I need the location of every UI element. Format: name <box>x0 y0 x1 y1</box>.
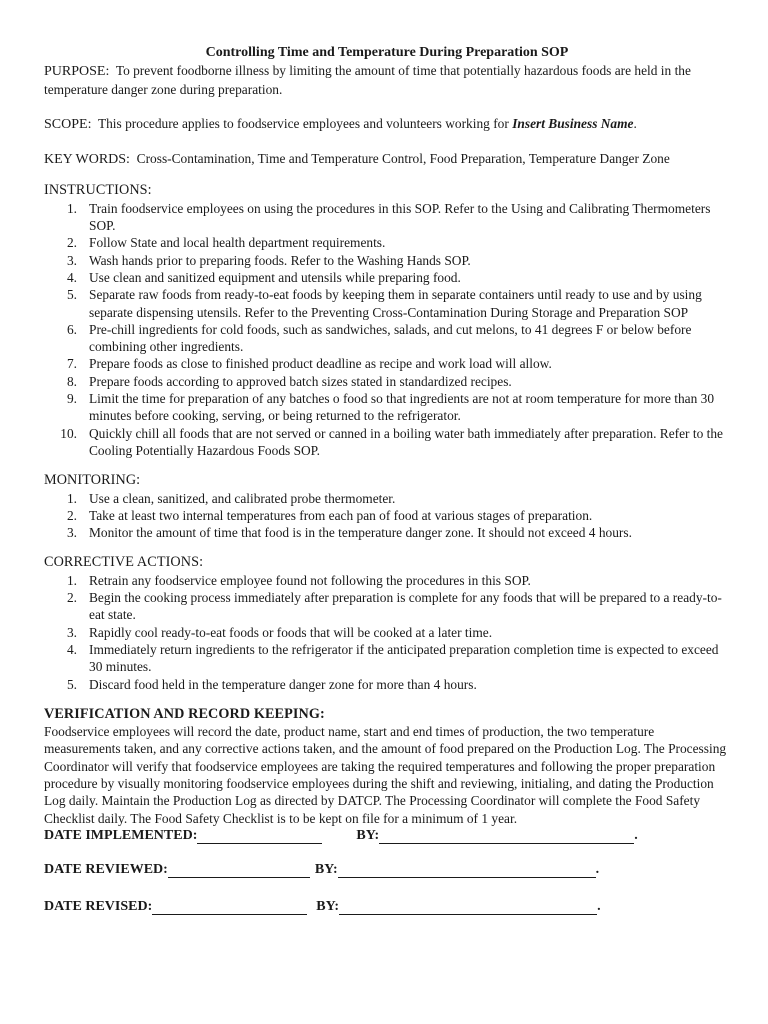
item-text: Immediately return ingredients to the refrigerator if the anticipated preparation completion time is expected to exceed 30 minutes. <box>89 641 719 675</box>
list-item <box>44 425 730 460</box>
item-number: 2. <box>66 507 77 523</box>
item-number: 8. <box>66 373 77 389</box>
keywords-text: Cross-Contamination, Time and Temperature Control, Food Preparation, Temperature Danger Zone <box>136 151 670 167</box>
purpose-text: To prevent foodborne illness by limiting the amount of time that potentially hazardous foods are held in the temperature danger zone during preparation. <box>44 63 691 97</box>
item-text: Train foodservice employees on using the procedures in this SOP. Refer to the Using and Calibrating Thermometers SOP. <box>89 200 711 234</box>
corrective-actions-heading: CORRECTIVE ACTIONS: <box>44 554 204 571</box>
list-item <box>44 624 730 641</box>
item-text: Monitor the amount of time that food is in the temperature danger zone. It should not exceed 4 hours. <box>89 525 632 541</box>
date-implemented-row <box>44 827 730 844</box>
by-label: BY: <box>356 827 380 843</box>
scope-paragraph <box>44 115 730 133</box>
item-number: 3. <box>66 525 77 541</box>
item-number: 9. <box>66 391 77 407</box>
date-revised-field[interactable] <box>152 900 307 915</box>
item-text: Use a clean, sanitized, and calibrated probe thermometer. <box>89 490 396 506</box>
item-number: 4. <box>66 641 77 657</box>
item-text: Wash hands prior to preparing foods. Refer to the Washing Hands SOP. <box>89 252 471 268</box>
item-number: 2. <box>66 235 77 251</box>
list-item <box>44 321 730 356</box>
item-text: Separate raw foods from ready-to-eat foods by keeping them in separate containers until ready to use and by using separate dispensing utensils. Refer to the Preventing Cross-Contamination During Storage and Preparation SOP <box>89 287 702 320</box>
list-item <box>44 641 730 676</box>
date-revised-label: DATE REVISED: <box>44 898 153 914</box>
keywords-paragraph <box>44 150 730 168</box>
scope-period: . <box>633 115 637 131</box>
date-reviewed-label: DATE REVIEWED: <box>44 861 168 877</box>
by-label: BY: <box>314 861 338 877</box>
list-item <box>44 589 730 624</box>
line-end-period: . <box>597 898 601 914</box>
item-text: Take at least two internal temperatures from each pan of food at various stages of preparation. <box>89 507 593 523</box>
verification-paragraph: Foodservice employees will record the date, product name, start and end times of production, the two temperature measurements taken, and any corrective actions taken, and the amount of food prepared on the Production Log. The Processing Coordinator will verify that foodservice employees are taking the required temperatures and following the proper preparation procedure by visually monitoring foodservice employees during the shift and reviewing, initialing, and dating the Production Log daily. Maintain the Production Log as directed by DATCP. The Processing Coordinator will complete the Food Safety Checklist daily. The Food Safety Checklist is to be kept on file for a minimum of 1 year. <box>44 724 727 826</box>
by-label: BY: <box>316 898 340 914</box>
monitoring-list <box>44 490 730 542</box>
verification-heading: VERIFICATION AND RECORD KEEPING: <box>44 705 325 722</box>
list-item <box>44 490 730 507</box>
list-item <box>44 286 730 321</box>
sop-document <box>44 44 730 915</box>
list-item <box>44 507 730 524</box>
item-text: Prepare foods according to approved batch sizes stated in standardized recipes. <box>89 373 512 389</box>
list-item <box>44 373 730 390</box>
item-number: 5. <box>66 287 77 303</box>
date-implemented-field[interactable] <box>197 829 322 844</box>
item-text: Limit the time for preparation of any batches o food so that ingredients are not at room temperature for more than 30 minutes before cooking, serving, or being returned to the refrigerator. <box>89 391 715 424</box>
corrective-actions-list <box>44 572 730 693</box>
business-name-placeholder: Insert Business Name <box>512 115 634 131</box>
item-text: Rapidly cool ready-to-eat foods or foods that will be cooked at a later time. <box>89 624 493 640</box>
item-text: Quickly chill all foods that are not served or canned in a boiling water bath immediately after preparation. Refer to the Cooling Potentially Hazardous Foods SOP. <box>89 425 723 458</box>
item-text: Discard food held in the temperature danger zone for more than 4 hours. <box>89 676 477 692</box>
purpose-paragraph <box>44 62 730 98</box>
item-text: Pre-chill ingredients for cold foods, such as sandwiches, salads, and cut melons, to 41 degrees F or below before combining other ingredients. <box>89 321 692 355</box>
list-item <box>44 269 730 286</box>
line-end-period: . <box>634 827 638 843</box>
item-number: 3. <box>66 252 77 268</box>
item-number: 3. <box>66 624 77 640</box>
item-number: 1. <box>66 200 77 216</box>
scope-label: SCOPE: <box>44 116 92 132</box>
date-reviewed-row <box>44 861 730 878</box>
list-item <box>44 234 730 251</box>
item-text: Begin the cooking process immediately after preparation is complete for any foods that will be prepared to a ready-to-eat state. <box>89 590 722 623</box>
purpose-label: PURPOSE: <box>44 64 110 80</box>
list-item <box>44 200 730 235</box>
item-text: Follow State and local health department requirements. <box>89 235 386 251</box>
instructions-heading: INSTRUCTIONS: <box>44 182 152 199</box>
item-text: Prepare foods as close to finished product deadline as recipe and work load will allow. <box>89 356 552 372</box>
item-number: 1. <box>66 490 77 506</box>
date-revised-row <box>44 898 730 915</box>
item-number: 5. <box>66 676 77 692</box>
date-reviewed-field[interactable] <box>168 863 310 878</box>
item-text: Retrain any foodservice employee found not following the procedures in this SOP. <box>89 572 531 588</box>
list-item <box>44 390 730 425</box>
monitoring-heading: MONITORING: <box>44 472 141 489</box>
item-number: 7. <box>66 356 77 372</box>
item-text: Use clean and sanitized equipment and utensils while preparing food. <box>89 269 461 285</box>
list-item <box>44 252 730 269</box>
item-number: 6. <box>66 321 77 337</box>
item-number: 1. <box>66 572 77 588</box>
line-end-period: . <box>595 861 600 877</box>
list-item <box>44 572 730 589</box>
list-item <box>44 676 730 693</box>
item-number: 4. <box>66 269 77 285</box>
item-number: 10. <box>60 425 77 441</box>
list-item <box>44 355 730 372</box>
document-title: Controlling Time and Temperature During Preparation SOP <box>205 45 569 60</box>
date-implemented-label: DATE IMPLEMENTED: <box>44 827 198 843</box>
item-number: 2. <box>66 590 77 606</box>
keywords-label: KEY WORDS: <box>44 152 130 168</box>
instructions-list <box>44 200 730 459</box>
implemented-by-field[interactable] <box>379 829 634 844</box>
revised-by-field[interactable] <box>339 900 597 915</box>
scope-text: This procedure applies to foodservice employees and volunteers working for <box>97 115 509 131</box>
list-item <box>44 524 730 541</box>
reviewed-by-field[interactable] <box>338 863 596 878</box>
